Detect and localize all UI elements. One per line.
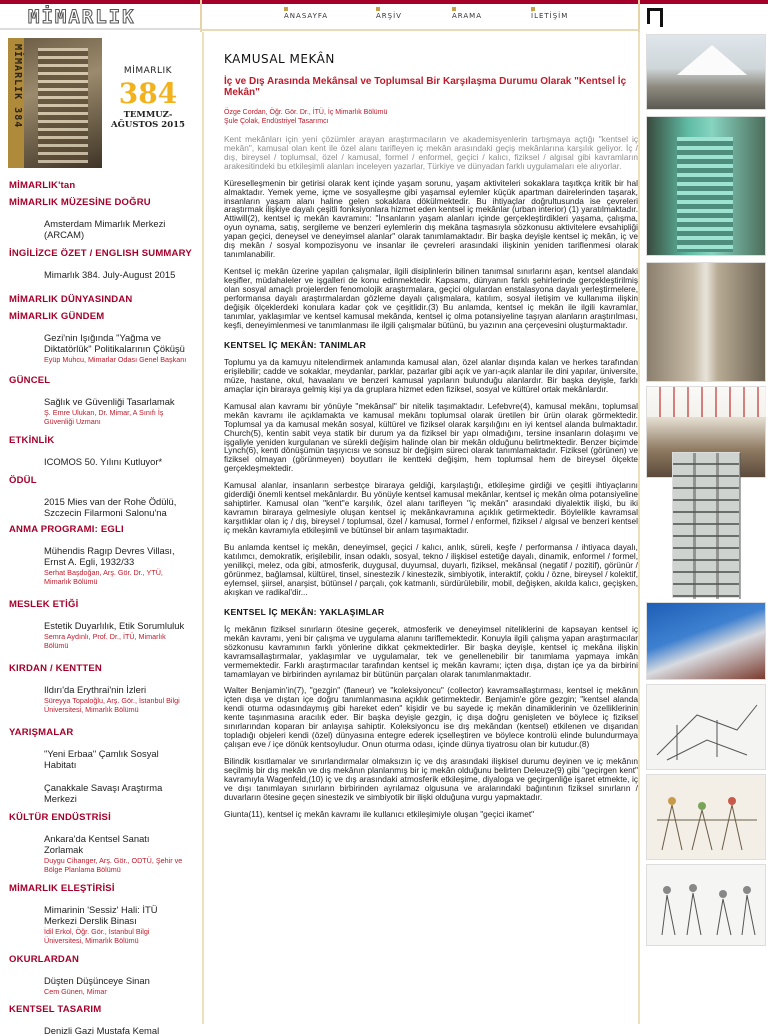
sidebar-section-heading[interactable]: GÜNCEL xyxy=(9,374,51,386)
article-authors xyxy=(224,108,638,126)
nav-search-label: ARAMA xyxy=(452,12,482,20)
grid-lines xyxy=(673,453,741,599)
sketch-lines-icon xyxy=(647,685,767,771)
sidebar-entry-link[interactable]: Sağlık ve Güvenliği Tasarlamak xyxy=(44,395,175,407)
sidebar-section-heading[interactable]: MESLEK ETİĞİ xyxy=(9,598,79,610)
article-paragraph: Giunta(11), kentsel iç mekân kavramı ile kullanıcı etkileşimiyle oluşan "geçici ikamet" xyxy=(224,808,535,819)
article-paragraph: Kentsel iç mekân üzerine yapılan çalışmalar, ilgili disiplinlerin bilinen tanımsal sınırlarını aşan, kentsel alandaki keşifler, müdahaleler ve işgalleri de konu edinmektedir. Kapsamı, dünyanın farklı şehirlerinde gerçekleştirilmiş olan sosyal amaçlı projelerden fenomolojik araştırmalara, geçici olgulardan enstalasyona dayalı yerleştirmelere, performansa dayalı araştırmalardan gözleme dayalı çalışmalara, katılım, sosyal iletişim ve kullanıma ilişkin değişik ölçeklerdeki konulara kadar çok ve çeşitlidir.(3) Bu anlamda, kentsel iç mekân ile ilgili kavramlar, tanımlar, yaklaşımlar ve kentsel kamusal mekânda, kentsel iç olma potansiyeline taşıyan alanların araştırılması, keşfi, deneyimlenmesi ve tanımlanması ile ilgili çalışmalar bütünü, bu yazının ana çerçevesini oluşturmaktadır. xyxy=(224,266,638,330)
sidebar-entry-author: İdil Erkol, Öğr. Gör., İstanbul Bilgi Üniversitesi, Mimarlık Bölümü xyxy=(44,926,150,945)
photo-filmstrip-grid[interactable] xyxy=(672,452,740,598)
nav-marker-icon xyxy=(376,7,380,11)
sidebar-section-heading[interactable]: KIRDAN / KENTTEN xyxy=(9,662,102,674)
nav-marker-icon xyxy=(284,7,288,11)
sidebar-section-heading[interactable]: OKURLARDAN xyxy=(9,953,80,965)
section-heading: KENTSEL İÇ MEKÂN: TANIMLAR xyxy=(224,339,367,350)
sidebar-entry-link[interactable]: Denizli Gazi Mustafa Kemal xyxy=(44,1025,160,1036)
photo-canopy-street[interactable] xyxy=(646,34,766,110)
nav-home[interactable] xyxy=(284,12,328,20)
sidebar-section-heading[interactable]: ÖDÜL xyxy=(9,474,37,486)
article-paragraph: Bilindik kısıtlamalar ve sınırlandırmalar olmaksızın iç ve dış arasındaki ilişkisel durumu deyinen ve iç mekânın seçilmiş bir dış mekân ve dış mekânın planlanmış bir iç mekân olduğunu belirten Deleuze(9) gibi "geçirgen kent" kavramıyla Wagenfeld,(10) iç ve dış arasındaki atmosferik etkileşime, diyaloga ve geçirgenliğe işaret etmekte, iç ve dışı tanımlayan sınırların birbirinden ayrılamaz olgusuna ve aralarındaki bağıntının fiziksel sınırların / duvarların ötesine geçen sinestezik ve simbiyotik bir ilişki olduğuna vurgu yapmaktadır. xyxy=(224,756,638,802)
article-paragraph: Kamusal alanlar, insanların serbestçe biraraya geldiği, karşılaştığı, etkileşime girdiği ve çeşitli ihtiyaçlarını giderdiği önemli kentsel mekânlardır. Bu yönüyle kentsel kamusal mekânlar, kentsel iç mekân olma potansiyeline sahiptirler. Kamusal olan "kent"e karşılık, özel alanı tarifleyen "iç mekân" arasındaki diyalektik ilişki, bu iki kavramın biraraya gelmesiyle oluşan kentsel iç mekânkavramına açıklık getirmektedir. Böylelikle kavramsal karşıtlıklar olan iç / dış, bireysel / toplumsal, özel / kamusal, formel / enformel, fiziksel / algısal ve benzeri kentsel iç mekân kavramıyla etkileşimli ve bütünsel bir anlam taşımaktadır. xyxy=(224,480,638,536)
article-abstract: Kent mekânları için yeni çözümler arayan araştırmacıların ve akademisyenlerin tartışmaya açtığı "kentsel iç mekân", kamusal olan kent ile özel alanı tarifleyen iç mekân arasındaki geçiş mekânlarına karşılık geliyor. İç / dış, bireysel / toplumsal, özel / kamusal, formel / enformel, geçici / kalıcı, fiziksel / algısal gibi kavramların arakesitindeki bu etkileşimli alanları inceleyen yazarlar, Türkiye ve dünyadan farklı uygulamaları ele alıyorlar. xyxy=(224,134,638,171)
issue-cover-image[interactable] xyxy=(8,38,102,168)
article-paragraph: Bu anlamda kentsel iç mekân, deneyimsel, geçici / kalıcı, anlık, süreli, keşfe / performansa / ihtiyaca dayalı, katılımcı, demokratik, erişilebilir, insan odaklı, sosyal, tekno / ilişkisel estetiğe dayalı, dinamik, enformel / formel, yenilikçi, melez, oda gibi, atmosferik, duygusal, duyumsal, duyarlı, fiziksel, mekânsal (negatif / pozitif), görünür / görünmez, bağlamsal, kültürel, tinsel, sinestezik / kinestezik, simbiyotik, interaktif, çoklu / özne, bireysel / kolektif, eylemsel, şiirsel, anarşist, bütünsel / parçalı, çok katmanlı, sürdürülebilir, mobil, değişken, akılda kalıcı, geçişken, akışkan ve radikal'dir... xyxy=(224,542,638,597)
sidebar-entry-link[interactable]: Çanakkale Savaşı Araştırma Merkezi xyxy=(44,781,163,804)
column-rule xyxy=(202,32,204,1024)
sidebar-entry-link[interactable]: "Yeni Erbaa" Çamlık Sosyal Habitatı xyxy=(44,747,159,770)
sidebar xyxy=(0,32,200,1036)
article-paragraph: İç mekânın fiziksel sınırların ötesine geçerek, atmosferik ve deneyimsel niteliklerini de kapsayan kentsel iç mekân kavramı, yeni bir çalışma ve uygulama alanını tariflemektedir. Konuyla ilgili çalışma yapan araştırmacılar sözkonusu kavramının farklı yönlerine dikkat çekmektedirler. Bir başka deyişle, kentsel iç mekâna ilişkin kavramsallaştırmalar, yaklaşımlar ve uygulamalar, tek ve genellenebilir bir tanımlama yapmaya imkân vermemektedir. Farklı araştırmacılar tarafından kentsel iç mekân kavramı; içten dışa, dıştan içe ya da birbirini tamamlayan ve birbirinden ayrılamaz bir bütünün parçaları olarak tanımlanmaktadır. xyxy=(224,623,638,679)
nav-divider xyxy=(638,0,640,32)
article-title: KAMUSAL MEKÂN xyxy=(224,52,335,66)
nav-underline xyxy=(200,29,640,31)
photo-strip xyxy=(646,32,768,1024)
sidebar-section-heading[interactable]: MİMARLIK GÜNDEM xyxy=(9,311,105,322)
sketch-figures-icon xyxy=(647,775,767,861)
top-bar xyxy=(0,0,768,32)
sidebar-section-heading[interactable]: KÜLTÜR ENDÜSTRİSİ xyxy=(9,811,111,823)
nav-contact[interactable] xyxy=(531,12,568,20)
photo-colored-facade[interactable] xyxy=(646,602,766,680)
sidebar-entry-link[interactable]: Mimarinin 'Sessiz' Hali: İTÜ Merkezi Derslik Binası xyxy=(44,903,158,926)
sidebar-entry-author: Süreyya Topaloğlu, Arş. Gör., İstanbul Bilgi Üniversitesi, Mimarlık Bölümü xyxy=(44,695,180,714)
brand-stripe xyxy=(0,0,768,4)
article xyxy=(218,32,638,1024)
cover-staircase-graphic xyxy=(38,48,88,163)
sidebar-section-heading[interactable]: İNGİLİZCE ÖZET / ENGLISH SUMMARY xyxy=(9,248,192,259)
stair-steps xyxy=(677,137,733,252)
sidebar-entry-link[interactable]: Mimarlık 384. July-August 2015 xyxy=(44,269,176,280)
sidebar-sections xyxy=(0,180,200,1036)
nav-search[interactable] xyxy=(452,12,482,20)
sidebar-entry-link[interactable]: 2015 Mies van der Rohe Ödülü, Szczecin Filarmoni Salonu'na xyxy=(44,495,177,518)
sketch-one[interactable] xyxy=(646,684,766,770)
issue-number: 384 xyxy=(118,77,178,110)
sidebar-section-heading[interactable]: MİMARLIK ELEŞTİRİSİ xyxy=(9,882,115,894)
corner-logo-icon[interactable] xyxy=(647,8,663,24)
canopy-shape xyxy=(677,45,747,75)
sidebar-section-heading[interactable]: MİMARLIK DÜNYASINDAN xyxy=(9,294,133,305)
sidebar-entry-link[interactable]: ICOMOS 50. Yılını Kutluyor* xyxy=(44,455,163,467)
sidebar-entry-link[interactable]: Amsterdam Mimarlık Merkezi (ARCAM) xyxy=(44,218,166,240)
sidebar-entry-link[interactable]: Ankara'da Kentsel Sanatı Zorlamak xyxy=(44,832,150,855)
sidebar-entry-link[interactable]: Ildırı'da Erythrai'nin İzleri xyxy=(44,683,147,695)
sketch-three[interactable] xyxy=(646,864,766,946)
nav-divider xyxy=(200,0,202,32)
article-subtitle: İç ve Dış Arasında Mekânsal ve Toplumsal Bir Karşılaşma Durumu Olarak "Kentsel İç Mekân" xyxy=(224,76,627,98)
issue-date: TEMMUZ-AĞUSTOS 2015 xyxy=(111,110,185,130)
sidebar-entry-author: Cem Günen, Mimar xyxy=(44,986,107,996)
photo-narrow-alley[interactable] xyxy=(646,262,766,382)
nav-archive-label: ARŞİV xyxy=(376,12,402,20)
nav-contact-label: İLETİŞİM xyxy=(531,12,569,20)
column-rule xyxy=(638,32,640,1024)
sidebar-entry-link[interactable]: Estetik Duyarlılık, Etik Sorumluluk xyxy=(44,619,185,631)
sidebar-section-heading[interactable]: YARIŞMALAR xyxy=(9,726,74,738)
sidebar-entry-link[interactable]: Gezi'nin Işığında "Yağma ve Diktatörlük" Politikalarının Çöküşü xyxy=(44,332,185,354)
photo-painted-stairs[interactable] xyxy=(646,116,766,256)
sidebar-entry-author: Duygu Cihanger, Arş. Gör., ODTÜ, Şehir ve Bölge Planlama Bölümü xyxy=(44,855,183,874)
tent-flags xyxy=(647,387,767,417)
nav-archive[interactable] xyxy=(376,12,402,20)
sidebar-entry-author: Ş. Emre Ulukan, Dr. Mimar, A Sınıfı İş Güvenliği Uzmanı xyxy=(44,407,164,426)
sidebar-entry-link[interactable]: Mühendis Ragıp Devres Villası, Ernst A. Egli, 1932/33 xyxy=(44,544,175,567)
sidebar-section-heading[interactable]: ANMA PROGRAMI: EGLI xyxy=(9,523,124,535)
section-heading: KENTSEL İÇ MEKÂN: YAKLAŞIMLAR xyxy=(224,606,385,617)
sketch-two[interactable] xyxy=(646,774,766,860)
sidebar-section-heading[interactable]: KENTSEL TASARIM xyxy=(9,1004,102,1015)
cover-spine-text: MİMARLIK 384 xyxy=(12,44,23,129)
sidebar-section-heading[interactable]: MİMARLIK'tan xyxy=(9,180,76,191)
sidebar-section-heading[interactable]: MİMARLIK MÜZESİNE DOĞRU xyxy=(9,197,151,208)
article-paragraph: Toplumu ya da kamuyu nitelendirmek anlamında kamusal alan, özel alanlar dışında kalan ve herkes tarafından erişilebilir; cadde ve sokaklar, meydanlar, parklar, pazarlar gibi açık ve yarı-açık alanlar ile dini yapılar, üniversite, müze, hastane, okul, havaalanı ve benzeri kamusal yapıların bulunduğu alanlardır. Bir başka deyişle, farklı amaçlar için biraraya gelmiş kişi ya da gruplara hizmet eden fiziksel, sosyal ve kültürel ortak mekânlardır. xyxy=(224,356,638,394)
sidebar-entry-author: Serhat Başdoğan, Arş. Gör. Dr., YTÜ, Mimarlık Bölümü xyxy=(44,567,163,586)
site-logo[interactable]: MİMARLIK xyxy=(28,6,136,28)
author-line: Şule Çolak, Endüstriyel Tasarımcı xyxy=(224,118,329,125)
article-paragraph: Küreselleşmenin bir getirisi olarak kent içinde yaşam sorunu, yaşam aktiviteleri sokaklara taşıtkça kritik bir hal almaktadır. Yemek yeme, içme ve sosyalleşme gibi yaşamsal eylemler küçük apartman dairelerinden taşarak, insanların yaşam alanı haline gelen sokaklara dökülmektedir. Bu ihtiyaçlar doğrultusunda ise çevreleri araştırmak ilişkiye dayalı çeşitli fonksiyonlara hizmet eden kentsel iç mekânlar (urban interior) (1) yaratılmaktadır. Attiwill(2), kentsel iç mekân kavramını: "İnsanların yaşam alanları içinde gerçekleştirdikleri yaşama, çalışma, oyun oynama, satış, sergileme ve benzeri eylemlerin dış mekâna taşmasıyla sözkonusu aktivitelere evsahipliği yapan geçici, deneysel ve deneyimsel alanlar" olarak tanımlamaktadır. Bir başka deyişle kentsel iç mekân, iç ve dış mekân / sosyal kompozisyonu ve insanlar ile çevreleri arasındaki ilişkinin yeniden tariflenmesi olarak tanımlanabilir. xyxy=(224,177,638,260)
sidebar-entry-author: Eyüp Muhcu, Mimarlar Odası Genel Başkanı xyxy=(44,355,187,364)
author-line: Özge Cordan, Öğr. Gör. Dr., İTÜ, İç Mimarlık Bölümü xyxy=(224,109,388,116)
article-paragraph: Walter Benjamin'in(7), "gezgin" (flaneur) ve "koleksiyoncu" (collector) kavramsallaştırması, kentsel iç mekânın içten dışa ve dıştan içe doğru tanımlanmasına açıklık getirmektedir. Benjamin'e göre gezgin; "kentsel alanda kendi oturma odasındaymış gibi hareket eden" kişidir ve bu sayede iç mekân dinamiklerinin ve özelliklerinin kente taşınmasına aracılık eder. Bir başka deyişle gezgin, iç dışa doğru genişleten ve böylece iç fiziksel sınırlarından koparan bir anlayışa sahiptir. Koleksiyoncu ise dış mekândan (kentsel) etkilenen ve dışarıdan topladığı objeleri kendi (özel) dünyasına entegre ederek içselleştiren ve böylece kontrolü elinde bulundurmaya çalışan eve / içe dönük kentsoyludur. Onun oturma odası, içinde dünya tiyatrosu olan bir kutudur.(8) xyxy=(224,685,638,750)
issue-label: MİMARLIK xyxy=(123,66,173,76)
nav-marker-icon xyxy=(452,7,456,11)
sidebar-entry-author: Semra Aydınlı, Prof. Dr., İTÜ, Mimarlık Bölümü xyxy=(44,631,166,650)
article-paragraph: Kamusal alan kavramı bir yönüyle "mekânsal" bir nitelik taşımaktadır. Lefebvre(4), kamusal mekânı, toplumsal mekân kavramı ile açıklamakta ve kamusal mekânı toplumsal olarak üretilen bir ürün olarak görmektedir. Toplumsal ya da kamusal mekân sosyal, kültürel ve fiziksel olarak karşılığını en iyi kentsel alanda bulmaktadır. Church(5), kentin sabit veya statik bir durum ya da fiziksel bir yapı olmadığını, tersine insanların dolaşımı ve işgaliyle yeniden kurgulanan ve sürekli değişim halinde olan bir mekân olduğunu belirtmektedir. Benzer biçimde Lynch(6), kenti dönüşümün taşıyıcısı ve sonsuz bir değişim süreci olarak tanımlamaktadır. Fiziksel (görünen) ve fiziksel olmayan (görünmeyen) boyutları ile kentteki değişim, hem toplumsal hem de bireysel ölçekte gerçekleşmektedir. xyxy=(224,400,638,474)
sketch-people-icon xyxy=(647,865,767,947)
nav-home-label: ANASAYFA xyxy=(284,12,329,20)
sidebar-section-heading[interactable]: ETKİNLİK xyxy=(9,434,55,446)
sidebar-entry-link[interactable]: Düşten Düşünceye Sinan xyxy=(44,974,150,986)
nav-marker-icon xyxy=(531,7,535,11)
logo-underline xyxy=(0,28,200,30)
